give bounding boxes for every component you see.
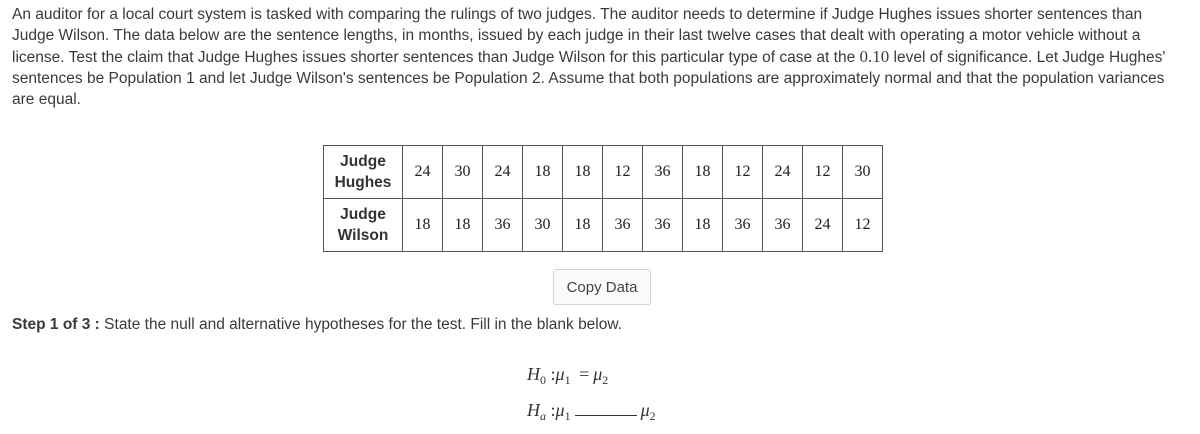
table-cell: 18	[683, 199, 723, 252]
step-heading: Step 1 of 3 :	[12, 316, 100, 333]
mu-symbol: μ	[640, 400, 650, 420]
table-cell: 18	[523, 146, 563, 199]
table-cell: 18	[563, 146, 603, 199]
table-cell: 12	[803, 146, 843, 199]
mu-subscript: 1	[564, 409, 571, 423]
copy-data-button[interactable]: Copy Data	[553, 269, 651, 305]
data-table	[323, 145, 883, 252]
mu-subscript: 2	[602, 373, 609, 387]
step-text: State the null and alternative hypotheses for the test. Fill in the blank below.	[104, 316, 623, 333]
problem-statement	[12, 4, 1188, 110]
table-cell: 12	[843, 199, 883, 252]
table-cell: 36	[763, 199, 803, 252]
table-cell: 30	[843, 146, 883, 199]
problem-text-before: An auditor for a local court system is tasked with comparing the rulings of two judges. The auditor needs to determine if Judge Hughes issues shorter sentences than Judge Wilson. The data below are the sentence lengths, in months, issued by each judge in their last twelve cases that dealt with operating a motor vehicle without a license. Test the claim that Judge Hughes issues shorter sentences than Judge Wilson for this particular type of case at the	[12, 6, 1143, 66]
mu-symbol: μ	[555, 400, 565, 420]
operator-blank[interactable]	[575, 401, 637, 416]
table-cell: 24	[483, 146, 523, 199]
h-symbol: H	[527, 400, 540, 420]
mu-subscript: 1	[564, 373, 571, 387]
table-cell: 36	[643, 146, 683, 199]
alternative-hypothesis	[527, 400, 656, 424]
null-hypothesis	[527, 364, 608, 388]
problem-text-after: level of significance. Let Judge Hughes' sentences be Population 1 and let Judge Wilson's sentences be Population 2. Assume that both populations are approximately normal and that the population variances are equal.	[12, 49, 1166, 108]
mu-subscript: 2	[649, 409, 656, 423]
mu-symbol: μ	[555, 364, 565, 384]
table-cell: 18	[563, 199, 603, 252]
table-cell: 24	[403, 146, 443, 199]
row-label-wilson: Judge Wilson	[324, 199, 403, 252]
table-cell: 12	[723, 146, 763, 199]
table-cell: 18	[443, 199, 483, 252]
table-cell: 18	[403, 199, 443, 252]
row-label-hughes: Judge Hughes	[324, 146, 403, 199]
h-subscript: 0	[540, 373, 546, 387]
step-instruction	[12, 316, 622, 334]
table-row-wilson	[324, 199, 883, 252]
h-subscript: a	[540, 409, 546, 423]
table-cell: 30	[523, 199, 563, 252]
equals-operator: =	[579, 364, 590, 384]
table-cell: 12	[603, 146, 643, 199]
table-cell: 30	[443, 146, 483, 199]
table-cell: 24	[803, 199, 843, 252]
mu-symbol: μ	[593, 364, 603, 384]
table-cell: 36	[603, 199, 643, 252]
table-cell: 24	[763, 146, 803, 199]
table-cell: 36	[483, 199, 523, 252]
colon: :	[550, 400, 556, 420]
table-cell: 18	[683, 146, 723, 199]
table-cell: 36	[723, 199, 763, 252]
table-row-hughes	[324, 146, 883, 199]
colon: :	[550, 364, 556, 384]
table-cell: 36	[643, 199, 683, 252]
h-symbol: H	[527, 364, 540, 384]
significance-level: 0.10	[859, 47, 890, 66]
